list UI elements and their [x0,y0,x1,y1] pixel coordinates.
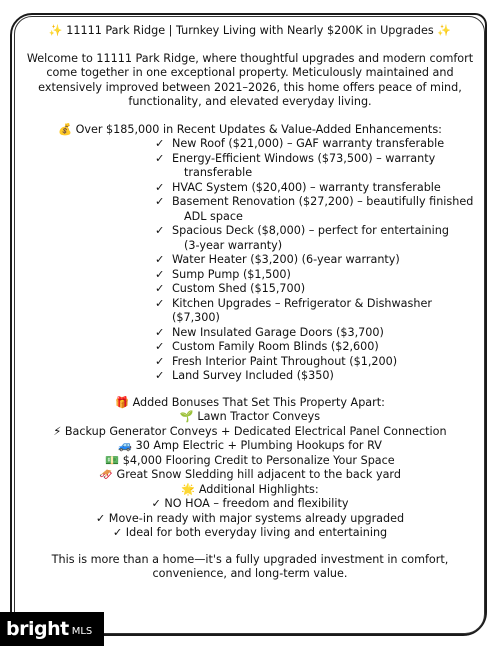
bonus-item: 🚙 30 Amp Electric + Plumbing Hookups for RV [118,439,382,452]
update-item [22,253,478,268]
checkmark-icon: ✓ [155,296,165,310]
update-item-text: Fresh Interior Paint Throughout ($1,200) [172,354,398,368]
checkmark-icon: ✓ [155,340,165,353]
checkmark-icon: ✓ [155,253,165,266]
bonus-item: 🌱 Lawn Tractor Conveys [179,410,321,423]
bonus-item: ⚡ Backup Generator Conveys + Dedicated Electrical Panel Connection [53,424,447,438]
update-item-text: Energy-Efficient Windows ($73,500) – warranty [172,151,436,165]
checkmark-icon: ✓ [155,195,165,208]
update-item [22,297,478,326]
update-item-text: Sump Pump ($1,500) [172,267,291,281]
checkmark-icon: ✓ [155,224,165,237]
update-item-continuation: (3-year warranty) [184,238,283,252]
bonus-item: 🌟 Additional Highlights: [181,482,319,496]
update-item [22,181,478,196]
checkmark-icon: ✓ [155,354,165,368]
watermark-suffix: MLS [71,625,93,637]
checkmark-icon: ✓ [155,180,165,194]
update-item [22,195,478,224]
bonus-item: 💵 $4,000 Flooring Credit to Personalize Your Space [105,453,395,467]
update-item [22,268,478,283]
update-item-text: Spacious Deck ($8,000) – perfect for entertaining [172,224,449,237]
update-item-text: Water Heater ($3,200) (6-year warranty) [172,253,400,266]
update-item [22,137,478,152]
update-item-text: Basement Renovation ($27,200) – beautifully finished [172,195,474,208]
update-item-text: New Insulated Garage Doors ($3,700) [172,325,384,339]
bonus-item: 🛷 Great Snow Sledding hill adjacent to the back yard [99,468,401,481]
checkmark-icon: ✓ [155,369,165,382]
bonuses-heading: 🎁 Added Bonuses That Set This Property Apart: [115,395,385,409]
update-item-text: Kitchen Upgrades – Refrigerator & Dishwasher ($7,300) [172,296,432,324]
update-item-text: Land Survey Included ($350) [172,369,334,382]
bonus-item: ✓ NO HOA – freedom and flexibility [151,497,349,510]
update-item-continuation: transferable [184,166,253,179]
checkmark-icon: ✓ [155,325,165,339]
listing-flyer [22,24,478,582]
update-item [22,152,478,181]
update-item-continuation: ADL space [184,209,243,223]
update-item [22,369,478,384]
checkmark-icon: ✓ [155,137,165,150]
update-item [22,326,478,341]
update-item [22,282,478,297]
bonuses-list [22,410,478,541]
update-item [22,224,478,253]
update-item [22,340,478,355]
bright-mls-watermark [0,612,104,646]
checkmark-icon: ✓ [155,267,165,281]
update-item-text: Custom Family Room Blinds ($2,600) [172,340,379,353]
updates-list [22,137,478,384]
bonus-item: ✓ Move-in ready with major systems already upgraded [95,511,405,525]
bonus-item: ✓ Ideal for both everyday living and entertaining [112,526,388,539]
flyer-title: ✨ 11111 Park Ridge | Turnkey Living with Nearly $200K in Upgrades ✨ [48,24,452,37]
checkmark-icon: ✓ [155,151,165,165]
update-item-text: HVAC System ($20,400) – warranty transferable [172,180,441,194]
watermark-brand: bright [6,618,69,640]
updates-heading: 💰 Over $185,000 in Recent Updates & Value-Added Enhancements: [58,122,442,136]
update-item [22,355,478,370]
closing-paragraph: This is more than a home—it's a fully upgraded investment in comfort, convenience, and long-term value. [51,552,449,580]
intro-paragraph: Welcome to 11111 Park Ridge, where thoughtful upgrades and modern comfort come together in one exceptional property. Meticulously maintained and extensively improved between 2021–2026, this home offers peace of mind, functionality, and elevated everyday living. [26,51,474,108]
update-item-text: Custom Shed ($15,700) [172,282,306,295]
update-item-text: New Roof ($21,000) – GAF warranty transferable [172,137,445,150]
checkmark-icon: ✓ [155,282,165,295]
